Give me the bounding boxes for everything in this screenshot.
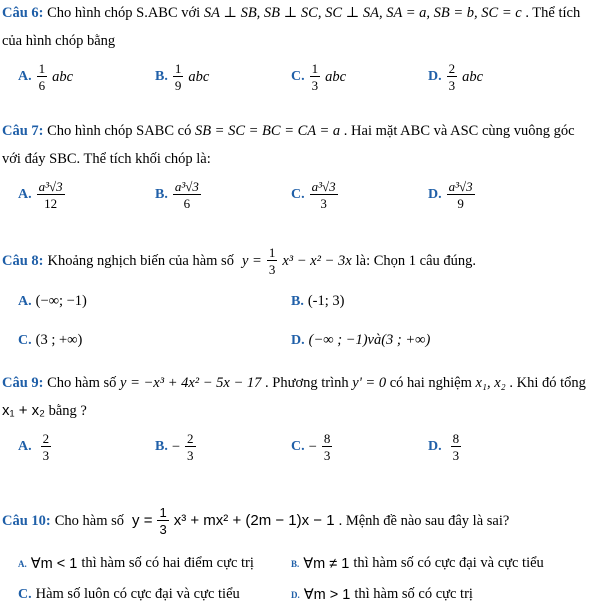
q6-option-c[interactable]	[291, 62, 346, 92]
q8-option-value: (−∞ ; −1)và(3 ; +∞)	[308, 332, 431, 348]
q10-option-text: thì hàm số có hai điểm cực trị	[81, 555, 254, 571]
q7-option-letter: B.	[155, 187, 168, 202]
q9-option-c[interactable]	[291, 432, 333, 462]
q8-text2: là: Chọn 1 câu đúng.	[355, 253, 477, 269]
q6-option-tail: abc	[462, 68, 484, 85]
q7-option-letter: C.	[291, 187, 305, 202]
q8-option-letter: C.	[18, 332, 32, 348]
q9-option-fraction: $\frac{2}{3}$	[187, 431, 194, 463]
q9-label: Câu 9:	[2, 375, 44, 391]
q7-option-letter: A.	[18, 187, 32, 202]
q10-option-letter: B.	[291, 558, 300, 569]
q8-option-value: (−∞; −1)	[35, 293, 87, 309]
q10-option-letter: A.	[18, 558, 27, 569]
q9-option-letter: C.	[291, 439, 305, 454]
q9-option-letter: A.	[18, 439, 32, 454]
q7-option-fraction: $\frac{\text{a³√3}}{6}$	[174, 179, 199, 211]
q6-option-letter: D.	[428, 69, 442, 84]
q8-label: Câu 8:	[2, 253, 44, 269]
q10-option-cond: ∀m ≠ 1	[303, 555, 350, 572]
q9-text3: có hai nghiệm	[389, 375, 472, 391]
q10-text2: . Mệnh đề nào sau đây là sai?	[338, 513, 510, 529]
q8-line1	[2, 246, 476, 276]
q6-option-tail: abc	[188, 68, 210, 85]
q9-option-b[interactable]	[155, 432, 197, 462]
q10-option-cond: ∀m > 1	[303, 586, 351, 603]
q10-option-text: Hàm số luôn có cực đại và cực tiểu	[35, 586, 240, 602]
q9-line2	[2, 402, 87, 420]
q6-option-b[interactable]	[155, 62, 209, 92]
q8-option-value: (3 ; +∞)	[35, 332, 83, 348]
q9-option-fraction: $\frac{8}{3}$	[323, 431, 331, 463]
q7-line1	[2, 122, 575, 140]
q8-option-letter: B.	[291, 293, 304, 309]
q6-option-letter: A.	[18, 69, 32, 84]
q10-option-text: thì hàm số có cực đại và cực tiểu	[353, 555, 544, 571]
q6-text2: . Thể tích	[525, 5, 581, 21]
q6-line1	[2, 4, 580, 22]
q6-option-tail: abc	[52, 68, 74, 85]
q8-fn-fraction: $\frac{1}{3}$	[268, 245, 276, 277]
q8-option-b[interactable]	[291, 293, 344, 310]
q7-option-fraction: $\frac{\text{a³√3}}{9}$	[448, 179, 473, 211]
q8-text1: Khoảng nghịch biến của hàm số	[47, 253, 234, 269]
q9-sum: x₁ + x₂	[2, 402, 45, 419]
q7-label: Câu 7:	[2, 123, 44, 139]
q8-fn-left: y =	[241, 253, 262, 269]
q9-option-fraction: $\frac{2}{3}$	[42, 431, 50, 463]
q6-option-fraction: $\frac{2}{3}$	[448, 61, 456, 93]
q10-option-c[interactable]	[18, 586, 240, 603]
q10-label: Câu 10:	[2, 513, 51, 529]
q7-option-b[interactable]	[155, 180, 202, 210]
q7-formula: SB = SC = BC = CA = a	[194, 123, 341, 139]
q9-text2: . Phương trình	[265, 375, 349, 391]
q10-option-a[interactable]	[18, 555, 254, 572]
q9-formula: y = −x³ + 4x² − 5x − 17	[120, 375, 262, 391]
q7-option-c[interactable]	[291, 180, 339, 210]
q10-fn-fraction: $\frac{1}{3}$	[159, 505, 167, 537]
q7-text2: . Hai mặt ABC và ASC cùng vuông góc	[343, 123, 575, 139]
q10-option-letter: C.	[18, 586, 32, 602]
q6-option-d[interactable]	[428, 62, 483, 92]
q8-option-letter: A.	[18, 293, 32, 309]
q7-line2: với đáy SBC. Thể tích khối chóp là:	[2, 151, 211, 167]
q10-fn-right: x³ + mx² + (2m − 1)x − 1	[173, 512, 335, 529]
q6-option-tail: abc	[325, 68, 347, 85]
q9-text4: . Khi đó tổng	[509, 375, 586, 391]
q8-fn-right: x³ − x² − 3x	[282, 253, 352, 269]
q6-line2: của hình chóp bằng	[2, 33, 116, 49]
q10-option-cond: ∀m < 1	[30, 555, 78, 572]
q6-option-fraction: $\frac{1}{6}$	[38, 61, 46, 93]
q10-line1	[2, 506, 509, 536]
q9-option-sign: −	[171, 438, 181, 455]
q9-option-a[interactable]	[18, 432, 52, 462]
q9-text5: bằng ?	[48, 403, 87, 419]
q8-option-letter: D.	[291, 332, 305, 348]
q8-option-a[interactable]	[18, 293, 87, 310]
q9-option-fraction: $\frac{8}{3}$	[452, 431, 460, 463]
q9-option-letter: D.	[428, 439, 442, 454]
q7-option-fraction: $\frac{\text{a³√3}}{3}$	[311, 179, 336, 211]
q10-option-d[interactable]	[291, 586, 473, 603]
q7-option-d[interactable]	[428, 180, 476, 210]
q7-text1: Cho hình chóp SABC có	[47, 123, 192, 139]
q9-option-letter: B.	[155, 439, 168, 454]
q6-formula: SA ⊥ SB, SB ⊥ SC, SC ⊥ SA, SA = a, SB = b, SC = c	[203, 5, 522, 21]
q10-fn-left: y =	[132, 512, 153, 529]
q9-roots: x₁, x₂	[475, 375, 506, 391]
q7-option-letter: D.	[428, 187, 442, 202]
q7-option-a[interactable]	[18, 180, 66, 210]
q6-option-fraction: $\frac{1}{3}$	[311, 61, 319, 93]
q6-option-letter: C.	[291, 69, 305, 84]
q9-option-sign: −	[308, 438, 317, 455]
q7-option-fraction: $\frac{\text{a³√3}}{12}$	[38, 179, 63, 211]
q6-option-a[interactable]	[18, 62, 73, 92]
q10-option-text: thì hàm số có cực trị	[354, 586, 473, 602]
q10-text1: Cho hàm số	[54, 513, 125, 529]
q9-line1	[2, 374, 586, 392]
q6-text1: Cho hình chóp S.ABC với	[47, 5, 201, 21]
q8-option-value: (-1; 3)	[307, 293, 345, 309]
q8-option-d[interactable]	[291, 332, 430, 349]
q6-option-fraction: $\frac{1}{9}$	[174, 61, 182, 93]
q6-label: Câu 6:	[2, 5, 44, 21]
q9-equation: y' = 0	[352, 375, 387, 391]
q8-option-c[interactable]	[18, 332, 82, 349]
q9-option-d[interactable]	[428, 432, 462, 462]
q10-option-letter: D.	[291, 589, 300, 600]
q10-option-b[interactable]	[291, 555, 544, 572]
q6-option-letter: B.	[155, 69, 168, 84]
q9-text1: Cho hàm số	[47, 375, 117, 391]
